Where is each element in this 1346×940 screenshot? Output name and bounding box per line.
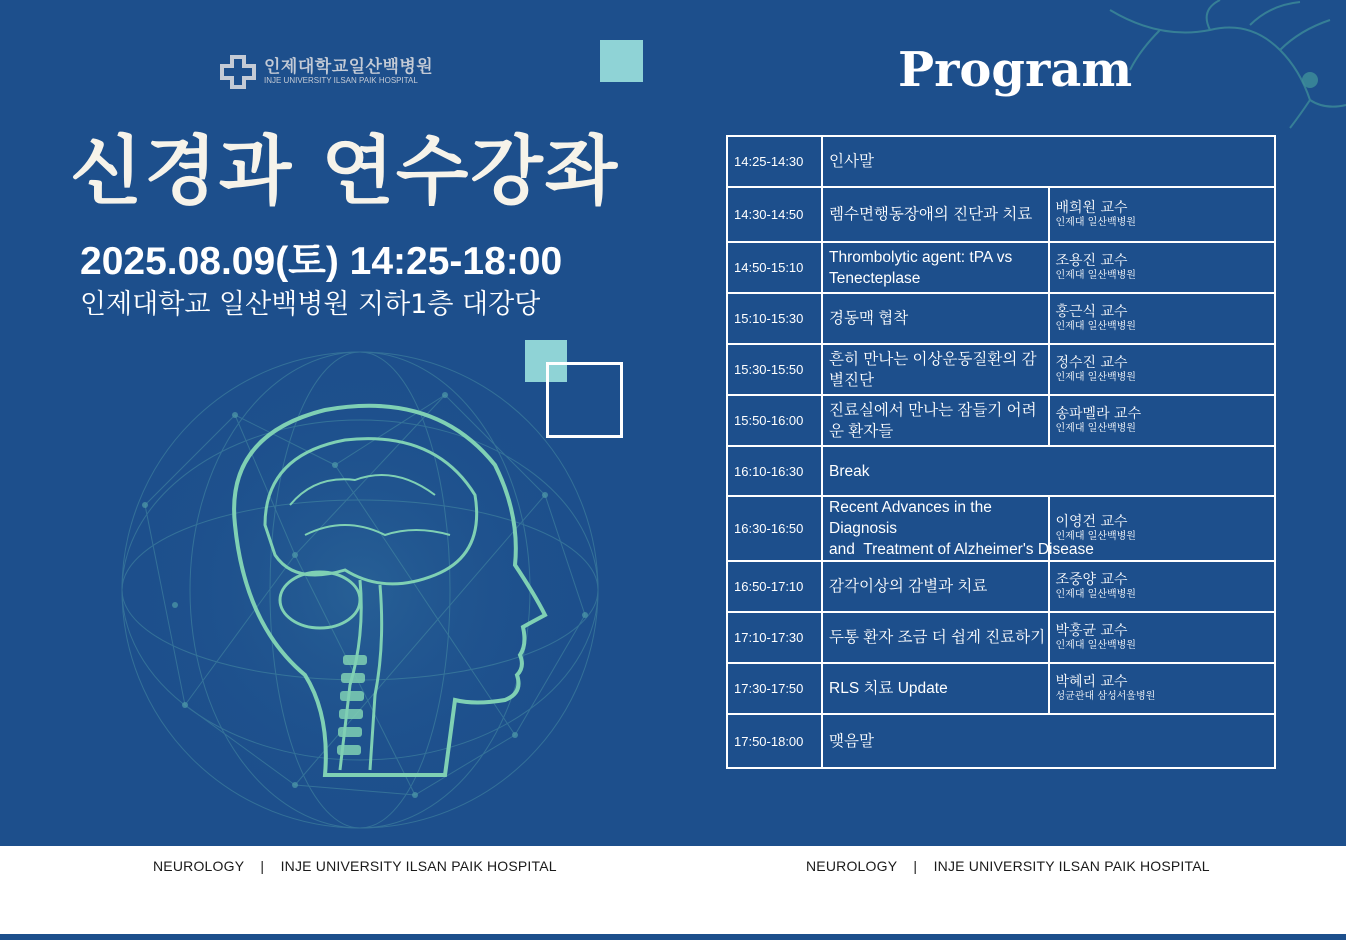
speaker-affiliation: 인제대 일산백병원 [1055, 372, 1136, 383]
speaker-affiliation: 성균관대 삼성서울병원 [1055, 691, 1156, 702]
page-title: 신경과 연수강좌 [70, 127, 620, 215]
session-topic-line1: Recent Advances in the Diagnosis [829, 499, 992, 537]
session-time: 15:10-15:30 [727, 293, 822, 344]
program-table [726, 135, 1276, 769]
session-time: 17:30-17:50 [727, 663, 822, 714]
session-speaker [1049, 293, 1276, 344]
speaker-name: 이영건 교수 [1055, 514, 1128, 530]
session-topic: 진료실에서 만나는 잠들기 어려운 환자들 [822, 395, 1049, 446]
session-time: 14:50-15:10 [727, 242, 822, 293]
session-time: 17:10-17:30 [727, 612, 822, 663]
speaker-name: 조용진 교수 [1055, 253, 1128, 269]
event-date: 2025.08.09(토) 14:25-18:00 [80, 240, 563, 283]
session-speaker [1049, 561, 1276, 612]
session-time: 14:30-14:50 [727, 187, 822, 242]
hospital-cross-icon [220, 55, 256, 89]
table-row [727, 714, 1275, 768]
session-topic: 맺음말 [822, 714, 1275, 768]
speaker-name: 송파멜라 교수 [1055, 406, 1142, 422]
session-speaker [1049, 187, 1276, 242]
table-row [727, 344, 1275, 395]
table-row [727, 496, 1275, 561]
session-time: 16:10-16:30 [727, 446, 822, 496]
speaker-affiliation: 인제대 일산백병원 [1055, 217, 1136, 228]
session-topic: RLS 치료 Update [822, 663, 1049, 714]
speaker-name: 박홍균 교수 [1055, 623, 1128, 639]
session-speaker [1049, 663, 1276, 714]
brain-head-illustration [115, 355, 605, 815]
session-time: 17:50-18:00 [727, 714, 822, 768]
table-row [727, 187, 1275, 242]
speaker-affiliation: 인제대 일산백병원 [1055, 423, 1136, 434]
table-row [727, 395, 1275, 446]
speaker-affiliation: 인제대 일산백병원 [1055, 321, 1136, 332]
session-speaker [1049, 344, 1276, 395]
table-row [727, 663, 1275, 714]
table-row [727, 561, 1275, 612]
speaker-name: 조중양 교수 [1055, 572, 1128, 588]
session-time: 14:25-14:30 [727, 136, 822, 187]
speaker-affiliation: 인제대 일산백병원 [1055, 531, 1136, 542]
session-topic-line2: and Treatment of Alzheimer's Disease [829, 541, 1094, 558]
session-speaker [1049, 612, 1276, 663]
session-topic: 인사말 [822, 136, 1275, 187]
speaker-affiliation: 인제대 일산백병원 [1055, 589, 1136, 600]
speaker-name: 배희원 교수 [1055, 200, 1128, 216]
session-topic: 감각이상의 감별과 치료 [822, 561, 1049, 612]
speaker-affiliation: 인제대 일산백병원 [1055, 270, 1136, 281]
logo-english-text: INJE UNIVERSITY ILSAN PAIK HOSPITAL [264, 76, 418, 85]
event-venue: 인제대학교 일산백병원 지하1층 대강당 [80, 289, 541, 320]
speaker-name: 정수진 교수 [1055, 355, 1128, 371]
session-topic: 경동맥 협착 [822, 293, 1049, 344]
session-time: 15:50-16:00 [727, 395, 822, 446]
session-topic: 두통 환자 조금 더 쉽게 진료하기 [822, 612, 1049, 663]
speaker-affiliation: 인제대 일산백병원 [1055, 640, 1136, 651]
neuron-decoration [1100, 0, 1346, 130]
table-row [727, 136, 1275, 187]
footer-left-text: NEUROLOGY | INJE UNIVERSITY ILSAN PAIK HOSPITAL [153, 858, 557, 874]
session-topic: Thrombolytic agent: tPA vs Tenecteplase [822, 242, 1049, 293]
speaker-name: 홍근식 교수 [1055, 304, 1128, 320]
logo-korean-text: 인제대학교일산백병원 [264, 57, 434, 77]
table-row [727, 612, 1275, 663]
table-row [727, 446, 1275, 496]
session-time: 15:30-15:50 [727, 344, 822, 395]
session-speaker [1049, 395, 1276, 446]
table-row [727, 293, 1275, 344]
session-topic: Break [822, 446, 1275, 496]
program-heading: Program [898, 42, 1133, 98]
teal-square-top [600, 40, 643, 82]
hospital-logo [220, 55, 433, 89]
session-time: 16:30-16:50 [727, 496, 822, 561]
session-topic: 흔히 만나는 이상운동질환의 감별진단 [822, 344, 1049, 395]
session-speaker [1049, 242, 1276, 293]
bottom-strip [0, 934, 1346, 940]
session-time: 16:50-17:10 [727, 561, 822, 612]
table-row [727, 242, 1275, 293]
session-topic: 렘수면행동장애의 진단과 치료 [822, 187, 1049, 242]
speaker-name: 박혜리 교수 [1055, 674, 1128, 690]
footer-right-text: NEUROLOGY | INJE UNIVERSITY ILSAN PAIK HOSPITAL [806, 858, 1210, 874]
